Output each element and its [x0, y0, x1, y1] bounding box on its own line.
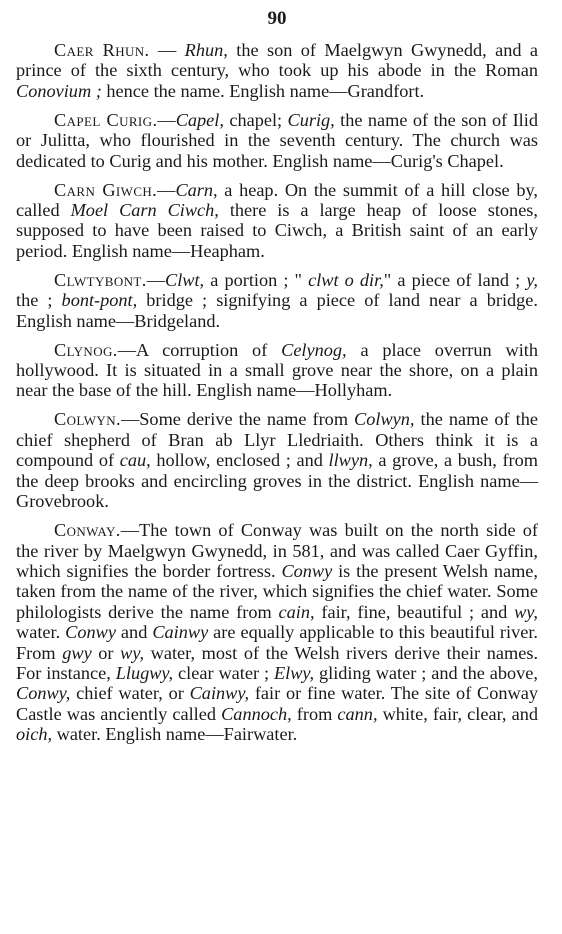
entry-text: chapel;: [223, 109, 288, 130]
entry-text: —A corruption of: [117, 339, 282, 360]
entry-text: gliding water ; and the above,: [314, 662, 538, 683]
italic-term: cann,: [337, 703, 378, 724]
entry-text: clear water ;: [173, 662, 274, 683]
entry-text: " a piece of land ;: [383, 269, 527, 290]
italic-term: Elwy,: [273, 662, 315, 683]
italic-term: Curig,: [287, 109, 335, 130]
entry-text: from: [291, 703, 338, 724]
page-number: 90: [267, 8, 287, 29]
entry-paragraph: [16, 40, 538, 101]
entry-text: there is a large heap of loose stones, supposed to have been raised to Ciwch, a British saint of an early period. English name—Heapham.: [16, 200, 538, 261]
entry-text: are equally applicable to this beautiful river. From: [16, 622, 539, 663]
italic-term: Cainwy,: [189, 683, 250, 704]
entry-paragraph: [16, 180, 538, 262]
entry-text: fair, fine, beautiful ; and: [314, 601, 515, 622]
entry-text: —The town of Conway was built on the north side of the river by Maelgwyn Gwynedd, in 581, and was called Caer Gyffin, which signifies the border fortress.: [16, 520, 538, 581]
italic-term: cain,: [278, 601, 315, 622]
italic-term: wy,: [514, 601, 538, 622]
entry-headword: Caer Rhun.: [54, 40, 150, 60]
entry-text: water.: [16, 622, 66, 643]
entry-text: is the present Welsh name, taken from the name of the river, which signifies the chief water. Some philologists derive the name from: [16, 560, 538, 622]
entry-text: white, fair, clear, and: [377, 703, 538, 724]
entry-headword: Conway.: [54, 520, 121, 541]
italic-term: Conwy: [65, 622, 116, 643]
entry-headword: Capel Curig.: [54, 109, 158, 130]
entry-text: chief water, or: [70, 683, 190, 704]
entry-headword: Clwtybont.: [54, 269, 147, 290]
italic-term: Conwy: [281, 560, 333, 581]
entry-text: water, most of the Welsh rivers derive their names. For instance,: [16, 642, 539, 683]
entry-text: the name of the chief shepherd of Bran ab Llyr Lledriaith. Others think it is a compound of: [16, 409, 538, 471]
entry-text: and: [115, 622, 153, 643]
italic-term: cau,: [119, 450, 151, 471]
italic-term: oich,: [16, 724, 53, 745]
entry-paragraph: [16, 520, 538, 744]
italic-term: Celynog,: [281, 339, 347, 360]
entry-text: or: [91, 642, 121, 663]
entry-text: the son of Maelgwyn Gwynedd, and a prince of the sixth century, who took up his abode in the Roman: [16, 40, 539, 81]
entry-text: a grove, a bush, from the deep brooks and encircling groves in the district. English name—Grovebrook.: [16, 450, 539, 512]
entry-text: —: [157, 179, 176, 200]
italic-term: Llugwy,: [115, 662, 174, 683]
entry-text: —: [146, 269, 166, 290]
italic-term: Rhun,: [184, 40, 228, 60]
entry-text: hence the name. English name—Grandfort.: [101, 80, 425, 101]
italic-term: llwyn,: [328, 450, 373, 471]
entry-paragraph: [16, 409, 538, 511]
italic-term: Cainwy: [152, 622, 209, 643]
italic-term: wy,: [120, 642, 145, 663]
italic-term: bont-pont,: [61, 290, 138, 311]
italic-term: Cannoch,: [221, 703, 292, 724]
entry-headword: Carn Giwch.: [54, 179, 158, 200]
entry-text: the name of the son of Ilid or Julitta, who flourished in the seventh century. The church was dedicated to Curig and his mother. English name—Curig's Chapel.: [16, 109, 538, 171]
italic-term: Conwy,: [16, 683, 71, 704]
entry-headword: Clynog.: [54, 339, 118, 360]
entry-text: a portion ; ": [204, 269, 309, 290]
entry-text: a heap. On the summit of a hill close by, called: [16, 179, 539, 221]
entry-text: —Some derive the name from: [120, 409, 355, 430]
entry-text: water. English name—Fairwater.: [52, 724, 298, 745]
italic-term: Moel Carn Ciwch,: [70, 200, 219, 221]
italic-term: clwt o dir,: [308, 269, 384, 290]
italic-term: y,: [526, 269, 538, 290]
italic-term: Carn,: [175, 179, 218, 200]
entry-paragraph: [16, 270, 538, 331]
entry-text: bridge ; signifying a piece of land near a bridge. English name—Bridgeland.: [16, 290, 538, 331]
entry-headword: Colwyn.: [54, 409, 121, 430]
entry-text: the ;: [16, 290, 62, 311]
entry-paragraph: [16, 110, 538, 171]
italic-term: Capel,: [175, 109, 224, 130]
entry-text: —: [149, 40, 185, 60]
entry-text: fair or fine water. The site of Conway Castle was anciently called: [16, 683, 538, 724]
italic-term: Conovium ;: [16, 80, 102, 101]
entry-text: hollow, enclosed ; and: [150, 450, 329, 471]
italic-term: gwy: [62, 642, 92, 663]
entries-list: [16, 40, 538, 745]
entry-text: —: [157, 109, 176, 130]
italic-term: Clwt,: [165, 269, 205, 290]
italic-term: Colwyn,: [354, 409, 415, 430]
entry-paragraph: [16, 340, 538, 401]
entry-text: a place overrun with hollywood. It is situated in a small grove near the shore, on a plain near the base of the hill. English name—Hollyham.: [16, 339, 538, 401]
